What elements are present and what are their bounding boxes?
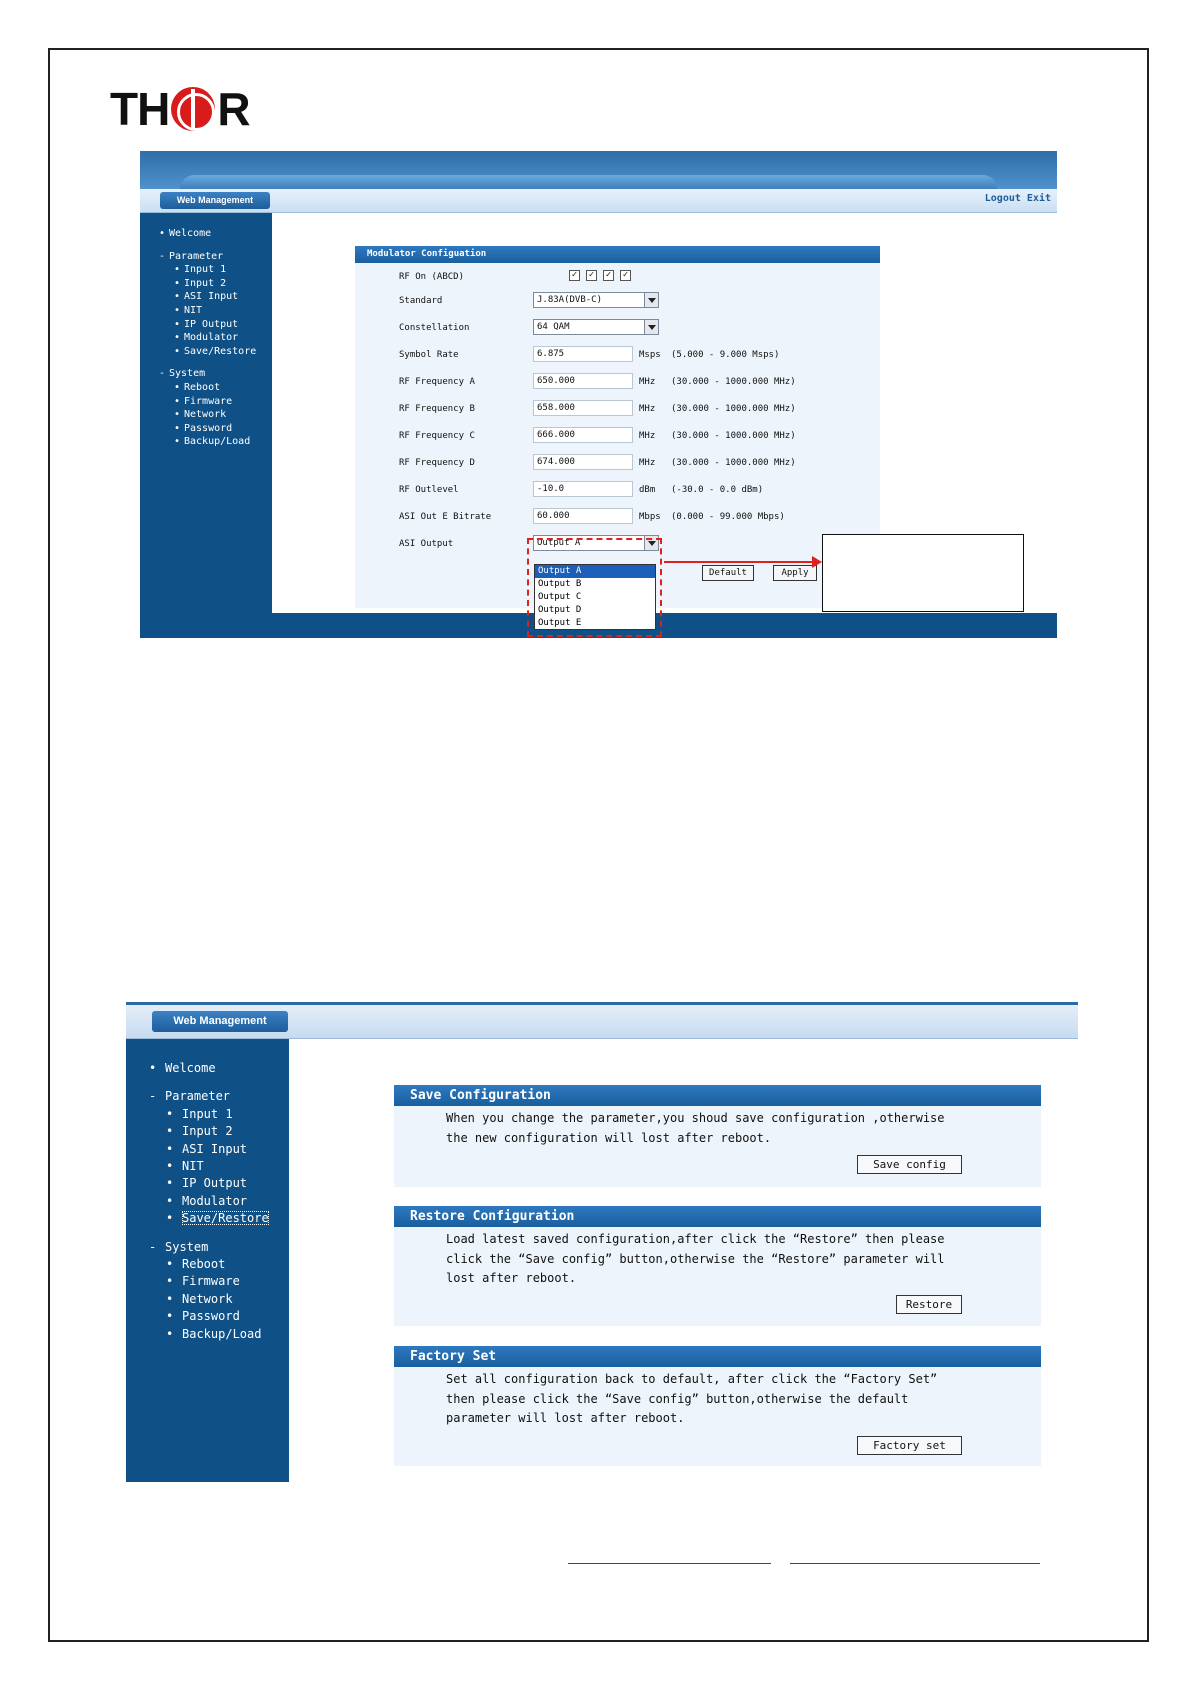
sidebar-item-label: Firmware [184, 395, 233, 407]
rf-frequency-a-row [399, 373, 869, 391]
logo-text-right: R [217, 83, 250, 135]
factory-set-button[interactable]: Factory set [857, 1436, 962, 1455]
default-button[interactable]: Default [702, 565, 754, 581]
symbol-rate-range: (5.000 - 9.000 Msps) [671, 350, 780, 360]
sidebar-item-label: IP Output [184, 318, 239, 330]
globe-icon [171, 87, 215, 131]
rf-frequency-b-label: RF Frequency B [399, 404, 475, 414]
bullet-icon: • [174, 332, 181, 344]
web-management-tab[interactable]: Web Management [152, 1011, 288, 1032]
sidebar-item-label: Backup/Load [184, 436, 251, 448]
sidebar-item-label: Modulator [184, 332, 239, 344]
bullet-icon: • [166, 1309, 174, 1324]
annotation-arrow-head [812, 556, 822, 568]
factory-set-section [394, 1346, 1041, 1466]
sidebar-item-reboot[interactable] [140, 381, 272, 395]
rf-outlevel-label: RF Outlevel [399, 485, 459, 495]
restore-text-line: click the “Save config” button,otherwise the “Restore” parameter will [446, 1251, 945, 1266]
bullet-icon: • [166, 1124, 174, 1139]
bullet-icon: • [166, 1274, 174, 1289]
asi-output-label: ASI Output [399, 539, 454, 549]
bullet-icon: • [174, 277, 181, 289]
bullet-icon: • [166, 1211, 174, 1226]
minus-icon: - [159, 250, 166, 262]
sidebar-item-backup-load[interactable] [140, 435, 272, 449]
rf-frequency-d-range: (30.000 - 1000.000 MHz) [671, 458, 796, 468]
sidebar-item-input-1[interactable] [126, 1106, 289, 1123]
sidebar-item-label: NIT [182, 1159, 204, 1174]
rf-on-label: RF On (ABCD) [399, 272, 465, 282]
sidebar [126, 1039, 289, 1482]
sidebar-item-label: Firmware [182, 1274, 240, 1289]
bullet-icon: • [174, 395, 181, 407]
web-management-tab[interactable]: Web Management [160, 192, 270, 209]
constellation-value: 64 QAM [537, 322, 570, 332]
sidebar-item-label: System [169, 368, 206, 380]
symbol-rate-unit: Msps [639, 350, 661, 360]
logo-text-left: TH [110, 83, 170, 135]
sidebar-item-label: Welcome [165, 1061, 216, 1075]
bullet-icon: • [174, 318, 181, 330]
sidebar-item-system[interactable] [140, 367, 272, 381]
factory-set-text [446, 1370, 986, 1429]
save-text-line: the new configuration will lost after reboot. [446, 1130, 772, 1145]
sidebar-item-label: Modulator [182, 1193, 248, 1208]
minus-icon: - [159, 368, 166, 380]
bullet-icon: • [174, 291, 181, 303]
rf-outlevel-input[interactable]: -10.0 [533, 481, 633, 497]
apply-button[interactable]: Apply [773, 565, 817, 581]
factory-text-line: Set all configuration back to default, after click the “Factory Set” [446, 1372, 938, 1386]
rf-frequency-d-label: RF Frequency D [399, 458, 475, 468]
sidebar-item-system[interactable] [126, 1239, 289, 1256]
sidebar-item-label: Parameter [169, 250, 224, 262]
bullet-icon: • [166, 1326, 174, 1341]
bullet-icon: • [174, 409, 181, 421]
rf-frequency-d-unit: MHz [639, 458, 656, 468]
restore-text-line: Load latest saved configuration,after click the “Restore” then please [446, 1232, 945, 1246]
sidebar-item-password[interactable] [126, 1308, 289, 1325]
sidebar-item-label: Save/Restore [184, 345, 257, 357]
sidebar-item-label: Backup/Load [182, 1326, 262, 1341]
logout-exit-link[interactable]: Logout Exit [984, 193, 1051, 204]
option-output-a[interactable]: Output A [535, 565, 655, 578]
restore-text-line: lost after reboot. [446, 1271, 577, 1285]
sidebar-item-label: Save/Restore [182, 1211, 269, 1226]
asi-bitrate-unit: Mbps [639, 512, 661, 522]
rf-frequency-b-range: (30.000 - 1000.000 MHz) [671, 404, 796, 414]
bullet-icon: • [149, 1061, 157, 1075]
sidebar-item-input-2[interactable] [140, 277, 272, 291]
sidebar-item-label: Password [184, 422, 233, 434]
rf-frequency-d-row [399, 454, 869, 472]
bullet-icon: • [166, 1291, 174, 1306]
rf-frequency-b-input[interactable]: 658.000 [533, 400, 633, 416]
menu-bar [140, 189, 1057, 213]
sidebar-item-modulator[interactable] [140, 331, 272, 345]
minus-icon: - [149, 1089, 157, 1104]
sidebar-item-nit[interactable] [140, 304, 272, 318]
factory-text-line: parameter will lost after reboot. [446, 1411, 685, 1425]
rf-frequency-a-range: (30.000 - 1000.000 MHz) [671, 377, 796, 387]
bullet-icon: • [174, 264, 181, 276]
bullet-icon: • [174, 304, 181, 316]
standard-label: Standard [399, 296, 443, 306]
sidebar-item-network[interactable] [140, 408, 272, 422]
rf-a-checkbox[interactable]: ✓ [569, 270, 580, 281]
bullet-icon: • [166, 1159, 174, 1174]
chevron-down-icon[interactable] [644, 320, 658, 334]
sidebar-item-label: Network [182, 1291, 233, 1306]
factory-text-line: then please click the “Save config” button,otherwise the default [446, 1391, 909, 1406]
sidebar-item-label: Reboot [182, 1257, 226, 1272]
sidebar-item-label: Input 2 [184, 277, 227, 289]
asi-bitrate-label: ASI Out E Bitrate [399, 512, 492, 522]
bullet-icon: • [174, 345, 181, 357]
sidebar-item-save-restore[interactable] [126, 1210, 289, 1227]
sidebar-item-password[interactable] [140, 422, 272, 436]
menu-bar [126, 1002, 1078, 1039]
symbol-rate-label: Symbol Rate [399, 350, 459, 360]
save-config-title: Save Configuration [394, 1085, 1041, 1106]
sidebar-item-parameter[interactable] [140, 250, 272, 264]
bullet-icon: • [166, 1176, 174, 1191]
sidebar-item-reboot[interactable] [126, 1256, 289, 1273]
sidebar-item-label: ASI Input [184, 291, 239, 303]
sidebar-item-welcome[interactable] [126, 1060, 289, 1077]
sidebar-item-label: System [165, 1239, 209, 1254]
asi-output-dropdown-list [534, 564, 656, 630]
sidebar-item-label: Reboot [184, 381, 221, 393]
sidebar-nav [126, 1039, 289, 1343]
thor-logo [110, 84, 250, 134]
rf-outlevel-range: (-30.0 - 0.0 dBm) [671, 485, 764, 495]
rf-frequency-b-row [399, 400, 869, 418]
save-config-button[interactable]: Save config [857, 1155, 962, 1174]
option-output-e[interactable]: Output E [538, 618, 582, 628]
bullet-icon: • [174, 436, 181, 448]
symbol-rate-row [399, 346, 869, 364]
sidebar-item-ip-output[interactable] [140, 318, 272, 332]
sidebar-item-asi-input[interactable] [126, 1141, 289, 1158]
sidebar-item-nit[interactable] [126, 1158, 289, 1175]
sidebar-item-modulator[interactable] [126, 1193, 289, 1210]
rf-frequency-b-unit: MHz [639, 404, 656, 414]
sidebar-item-parameter[interactable] [126, 1088, 289, 1105]
annotation-arrow-line [664, 561, 812, 563]
sidebar-item-label: ASI Input [182, 1141, 248, 1156]
sidebar-item-label: IP Output [182, 1176, 248, 1191]
sidebar-item-label: Input 1 [184, 264, 227, 276]
symbol-rate-input[interactable]: 6.875 [533, 346, 633, 362]
restore-config-section [394, 1206, 1041, 1326]
chevron-down-icon[interactable] [644, 293, 658, 307]
bullet-icon: • [166, 1193, 174, 1208]
sidebar-item-label: Password [182, 1309, 240, 1324]
sidebar-nav [140, 213, 272, 449]
constellation-row [399, 319, 869, 337]
sidebar-item-firmware[interactable] [140, 395, 272, 409]
rf-frequency-c-unit: MHz [639, 431, 656, 441]
sidebar-item-backup-load[interactable] [126, 1326, 289, 1343]
option-output-d[interactable]: Output D [538, 605, 582, 615]
bullet-icon: • [166, 1257, 174, 1272]
rf-frequency-c-input[interactable]: 666.000 [533, 427, 633, 443]
rf-b-checkbox[interactable]: ✓ [586, 270, 597, 281]
restore-button[interactable]: Restore [896, 1295, 962, 1314]
bullet-icon: • [166, 1106, 174, 1121]
standard-value: J.83A(DVB-C) [537, 295, 603, 305]
bullet-icon: • [174, 381, 181, 393]
sidebar-item-label: Welcome [169, 228, 212, 239]
rf-frequency-c-row [399, 427, 869, 445]
rf-d-checkbox[interactable]: ✓ [620, 270, 631, 281]
sidebar-item-label: Parameter [165, 1089, 231, 1104]
asi-output-value: Output A [537, 538, 581, 548]
rf-outlevel-row [399, 481, 869, 499]
rf-frequency-a-input[interactable]: 650.000 [533, 373, 633, 389]
annotation-callout-box [822, 534, 1024, 612]
standard-row [399, 292, 869, 310]
minus-icon: - [149, 1239, 157, 1254]
sidebar [140, 213, 272, 613]
bullet-icon: • [174, 422, 181, 434]
sidebar-item-ip-output[interactable] [126, 1175, 289, 1192]
footer-link-underline[interactable] [790, 1563, 1040, 1564]
asi-bitrate-row [399, 508, 869, 526]
restore-config-text [446, 1230, 986, 1289]
sidebar-item-save-restore[interactable] [140, 345, 272, 359]
sidebar-item-label: Network [184, 409, 227, 421]
bullet-icon: • [159, 228, 166, 239]
sidebar-item-label: Input 1 [182, 1106, 233, 1121]
rf-frequency-a-label: RF Frequency A [399, 377, 475, 387]
option-output-b[interactable]: Output B [538, 579, 582, 589]
rf-frequency-d-input[interactable]: 674.000 [533, 454, 633, 470]
save-config-section [394, 1085, 1041, 1187]
factory-set-title: Factory Set [394, 1346, 1041, 1367]
restore-config-title: Restore Configuration [394, 1206, 1041, 1227]
rf-on-row [399, 268, 869, 286]
sidebar-item-asi-input[interactable] [140, 290, 272, 304]
constellation-label: Constellation [399, 323, 470, 333]
standard-select[interactable] [533, 292, 659, 308]
top-banner [140, 151, 1057, 189]
rf-frequency-a-unit: MHz [639, 377, 656, 387]
bullet-icon: • [166, 1141, 174, 1156]
save-config-text [446, 1109, 986, 1148]
sidebar-item-input-2[interactable] [126, 1123, 289, 1140]
sidebar-item-firmware[interactable] [126, 1273, 289, 1290]
save-text-line: When you change the parameter,you shoud save configuration ,otherwise [446, 1111, 945, 1125]
save-restore-screenshot [126, 1002, 1078, 1482]
rf-c-checkbox[interactable]: ✓ [603, 270, 614, 281]
option-output-c[interactable]: Output C [538, 592, 582, 602]
sidebar-item-input-1[interactable] [140, 263, 272, 277]
asi-bitrate-range: (0.000 - 99.000 Mbps) [671, 512, 785, 522]
rf-frequency-c-label: RF Frequency C [399, 431, 475, 441]
asi-bitrate-input[interactable]: 60.000 [533, 508, 633, 524]
rf-outlevel-unit: dBm [639, 485, 656, 495]
rf-frequency-c-range: (30.000 - 1000.000 MHz) [671, 431, 796, 441]
sidebar-item-label: NIT [184, 304, 203, 316]
sidebar-item-label: Input 2 [182, 1124, 233, 1139]
sidebar-item-network[interactable] [126, 1291, 289, 1308]
panel-title: Modulator Configuation [355, 246, 880, 263]
footer-link-underline[interactable] [568, 1563, 771, 1564]
constellation-select[interactable] [533, 319, 659, 335]
sidebar-item-welcome[interactable] [140, 227, 272, 241]
